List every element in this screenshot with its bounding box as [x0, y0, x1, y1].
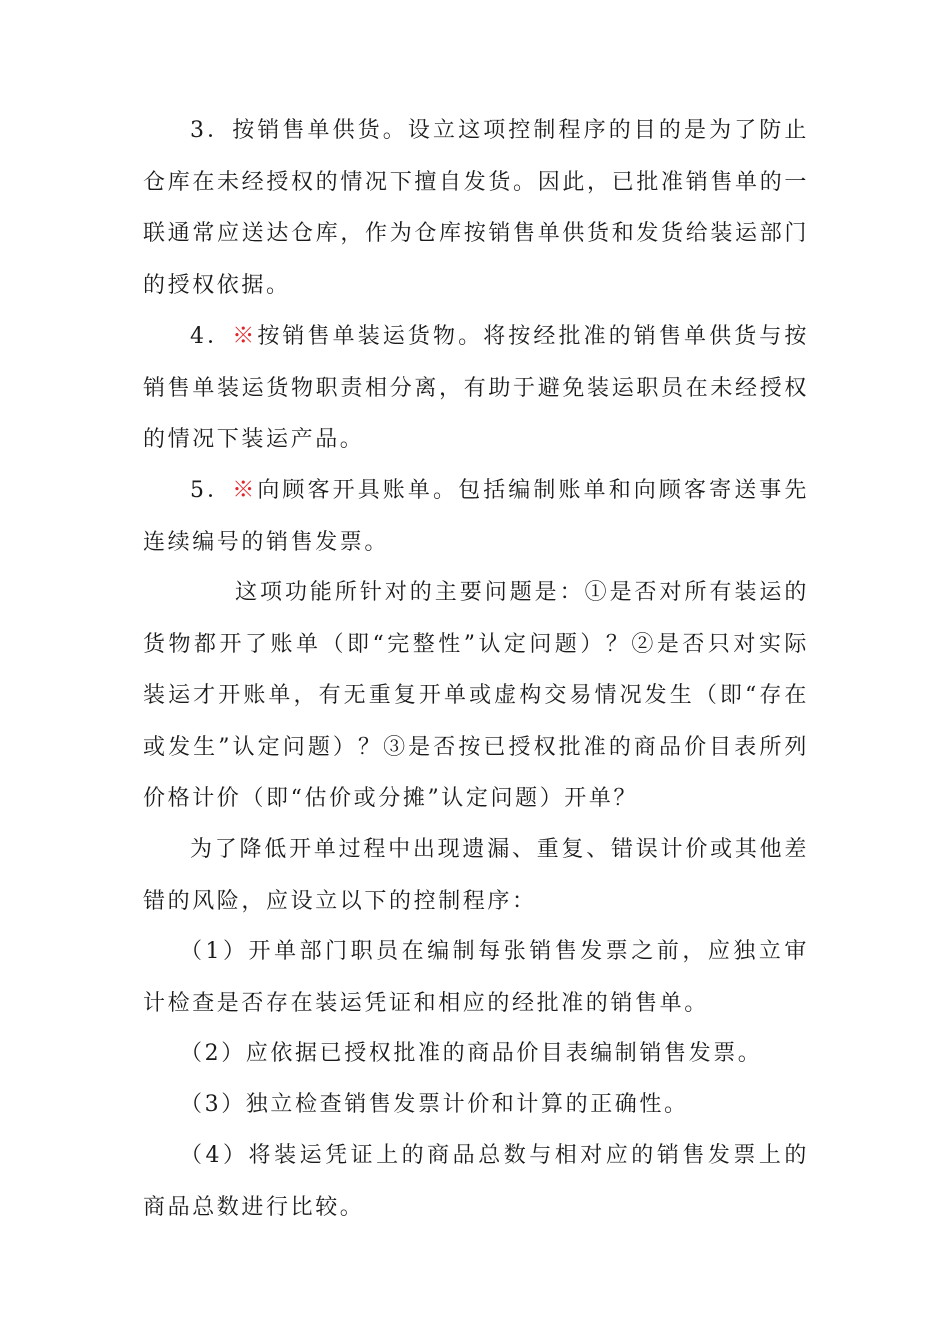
paragraph-4-shipping [143, 311, 809, 466]
paragraph-text: （1）开单部门职员在编制每张销售发票之前，应独立审计检查是否存在装运凭证和相应的经批准的销售单。 [143, 939, 809, 1016]
paragraph-text: 为了降低开单过程中出现遗漏、重复、错误计价或其他差错的风险，应设立以下的控制程序： [143, 837, 809, 914]
paragraph-risk-controls [143, 824, 809, 927]
paragraph-text: 这项功能所针对的主要问题是：①是否对所有装运的货物都开了账单（即“完整性”认定问题）？②是否只对实际装运才开账单，有无重复开单或虚构交易情况发生（即“存在或发生”认定问题）？③是否按已授权批准的商品价目表所列价格计价（即“估价或分摊”认定问题）开单？ [143, 580, 809, 811]
paragraph-5-billing [143, 465, 809, 568]
item-number: 4． [190, 324, 233, 349]
paragraph-text: （3）独立检查销售发票计价和计算的正确性。 [180, 1092, 689, 1117]
paragraph-main-questions [143, 567, 809, 825]
paragraph-text: 按销售单装运货物。将按经批准的销售单供货与按销售单装运货物职责相分离，有助于避免装运职员在未经授权的情况下装运产品。 [143, 324, 810, 452]
control-item-4 [143, 1130, 809, 1233]
control-item-1 [143, 926, 809, 1029]
control-item-3 [143, 1079, 809, 1131]
paragraph-text: （2）应依据已授权批准的商品价目表编制销售发票。 [180, 1041, 763, 1066]
paragraph-3-supply [143, 105, 809, 311]
paragraph-text: （4）将装运凭证上的商品总数与相对应的销售发票上的商品总数进行比较。 [143, 1143, 809, 1220]
control-item-2 [143, 1028, 809, 1080]
key-point-mark: ※ [232, 478, 258, 503]
paragraph-text: 3．按销售单供货。设立这项控制程序的目的是为了防止仓库在未经授权的情况下擅自发货。因此，已批准销售单的一联通常应送达仓库，作为仓库按销售单供货和发货给装运部门的授权依据。 [143, 118, 809, 298]
paragraph-text: 向顾客开具账单。包括编制账单和向顾客寄送事先连续编号的销售发票。 [143, 478, 810, 555]
item-number: 5． [190, 478, 233, 503]
key-point-mark: ※ [232, 324, 258, 349]
